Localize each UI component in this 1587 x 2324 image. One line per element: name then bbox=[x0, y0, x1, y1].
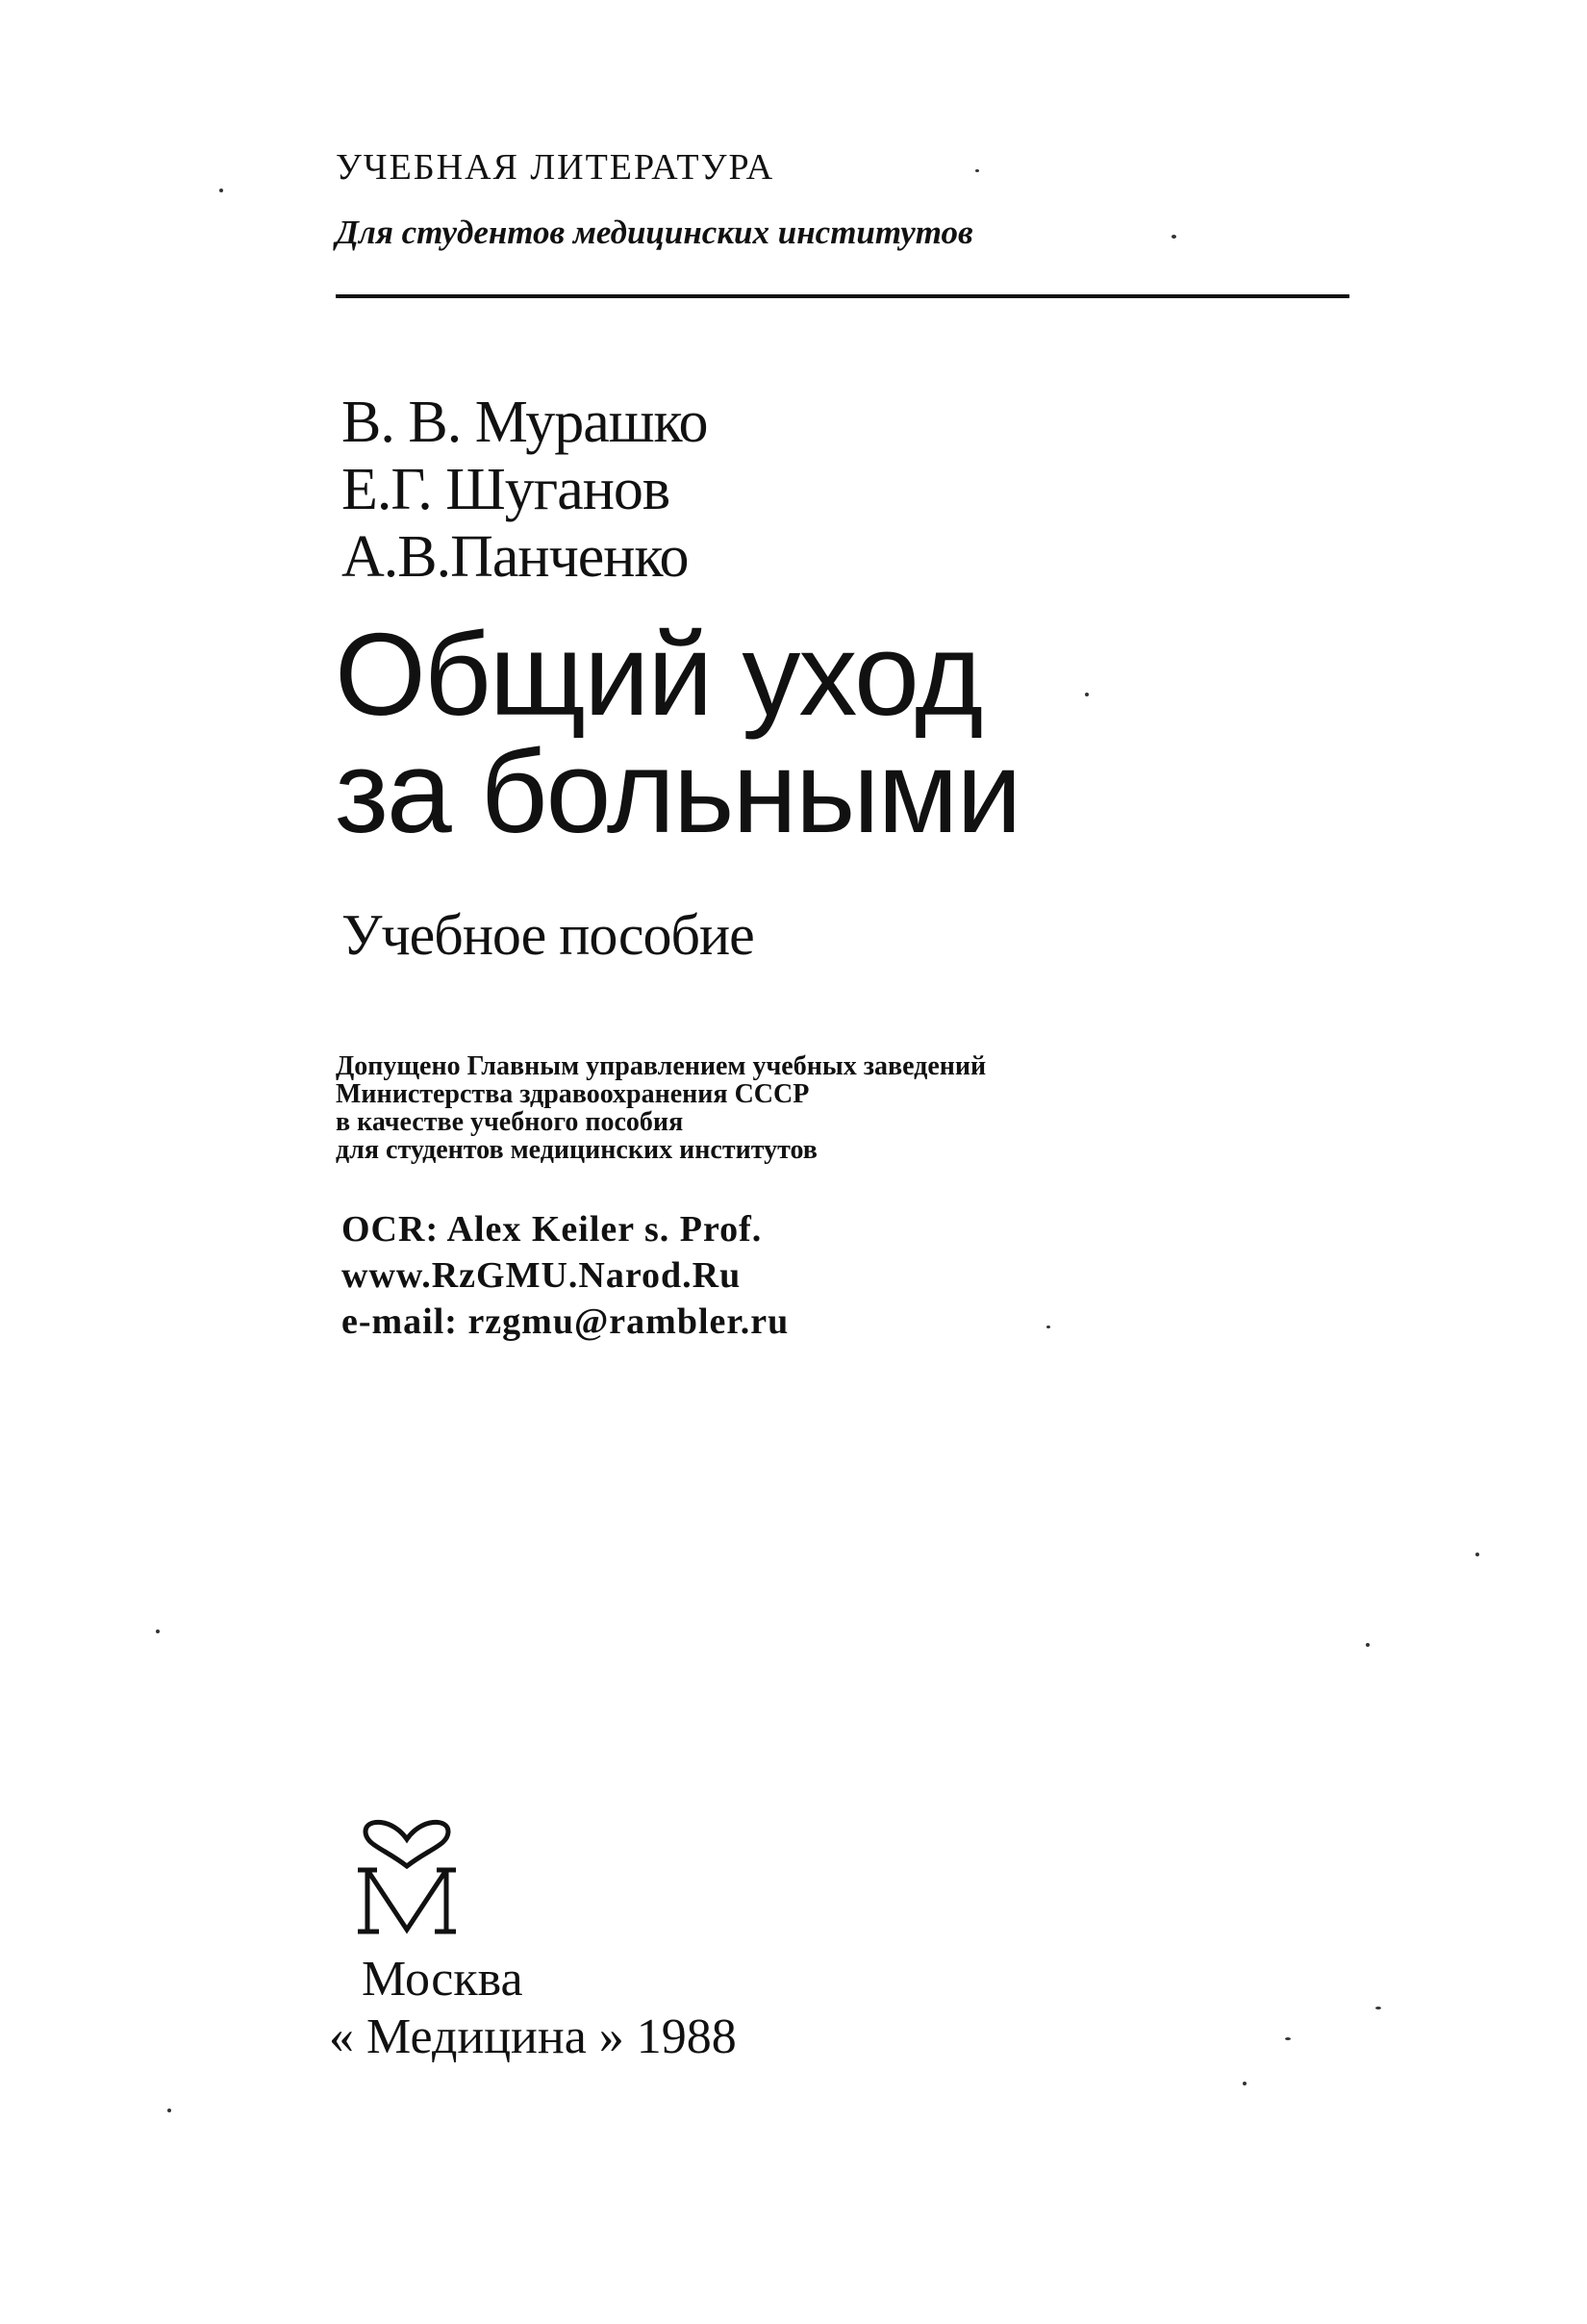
book-subtitle: Учебное пособие bbox=[341, 903, 754, 967]
approval-line: Допущено Главным управлением учебных заведений bbox=[336, 1051, 987, 1081]
scan-speck bbox=[167, 2109, 171, 2112]
scan-speck bbox=[1046, 1326, 1050, 1328]
approval-line: Министерства здравоохранения СССР bbox=[336, 1079, 810, 1109]
author-name: В. В. Мурашко bbox=[341, 390, 708, 455]
scan-speck bbox=[1366, 1643, 1370, 1647]
scan-speck bbox=[1285, 2037, 1291, 2040]
scan-speck bbox=[1375, 2007, 1381, 2009]
header-divider bbox=[336, 294, 1349, 298]
scan-speck bbox=[1085, 693, 1089, 696]
scan-speck bbox=[1243, 2082, 1247, 2085]
book-title bbox=[335, 609, 1020, 857]
email-line: e-mail: rzgmu@rambler.ru bbox=[341, 1301, 790, 1342]
approval-line: для студентов медицинских институтов bbox=[336, 1135, 818, 1165]
book-title-line: за больными bbox=[335, 726, 1020, 857]
audience-label: Для студентов медицинских институтов bbox=[336, 214, 973, 251]
author-name: А.В.Панченко bbox=[341, 524, 689, 590]
imprint-publisher-year: « Медицина » 1988 bbox=[329, 2009, 737, 2064]
scan-speck bbox=[1475, 1553, 1479, 1556]
imprint bbox=[329, 1951, 737, 2066]
authors-list bbox=[341, 389, 708, 591]
ocr-credits bbox=[341, 1206, 789, 1345]
medicina-publisher-logo-icon bbox=[354, 1816, 460, 1939]
website-line: www.RzGMU.Narod.Ru bbox=[341, 1255, 742, 1296]
book-title-line: Общий уход bbox=[335, 609, 982, 740]
approval-line: в качестве учебного пособия bbox=[336, 1107, 684, 1137]
series-label: УЧЕБНАЯ ЛИТЕРАТУРА bbox=[336, 147, 775, 188]
scan-speck bbox=[975, 169, 979, 172]
scan-speck bbox=[219, 189, 223, 192]
imprint-city: Москва bbox=[362, 1952, 523, 2007]
scan-speck bbox=[156, 1629, 160, 1633]
scan-speck bbox=[1171, 235, 1176, 239]
author-name: Е.Г. Шуганов bbox=[341, 457, 670, 522]
approval-notice bbox=[336, 1052, 986, 1164]
ocr-credit-line: OCR: Alex Keiler s. Prof. bbox=[341, 1209, 763, 1250]
